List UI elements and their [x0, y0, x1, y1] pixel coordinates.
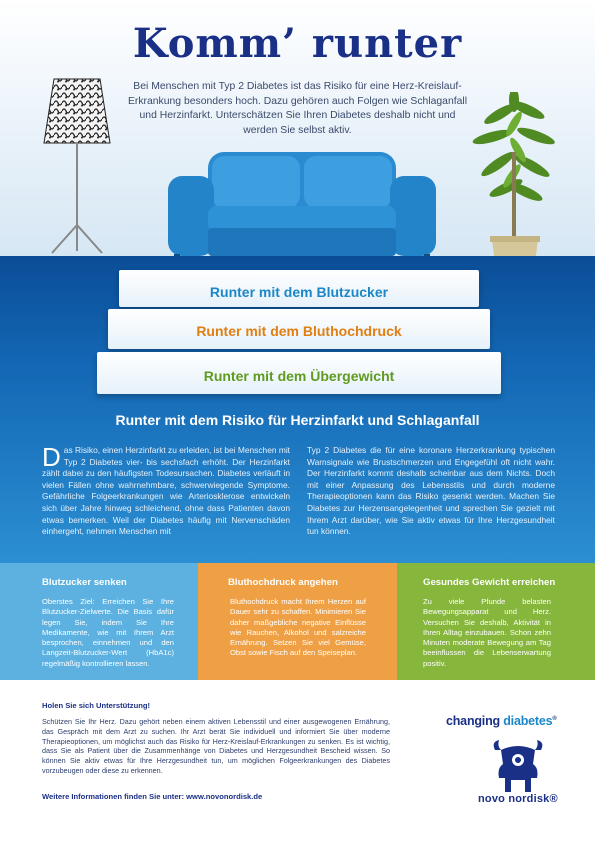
body-column-left	[42, 442, 291, 538]
changing-diabetes-logo	[446, 714, 557, 728]
section-title: Runter mit dem Risiko für Herzinfarkt und Schlaganfall	[115, 412, 480, 428]
box-title: Blutzucker senken	[42, 577, 127, 588]
body-column-right: Typ 2 Diabetes die für eine koronare Herzerkrankung typischen Warnsignale wie Brustschmerzen und Engegefühl oft nicht wahr. Der Herzinfarkt kommt deshalb scheinbar aus dem Nichts. Doch mit einer Anpassung des Lebensstils und durch moderne Therapieoptionen kann das Risiko gesenkt werden. Machen Sie Diabetes zur Herzensangelegenheit und sprechen Sie gezielt mit Ihrem Arzt darüber, wie Sie aktiv etwas für Ihre Herzgesundheit tun können.	[307, 445, 555, 537]
info-box-bluthochdruck	[198, 563, 397, 680]
step-uebergewicht: Runter mit dem Übergewicht	[97, 352, 501, 394]
footer-text: Schützen Sie Ihr Herz. Dazu gehört neben einem aktiven Lebensstil und einer ausgewogenen Ernährung, das Gespräch mit dem Arzt zu suchen. Ihr Arzt berät Sie individuell und informiert Sie über moderne Therapieoptionen, um möglichst auch das Risiko für Herz-Kreislauf-Erkrankungen zu senken. Es ist wichtig, dass Sie als Patient über die Zusammenhänge von Diabetes und Herzgesundheit Bescheid wissen. So können Sie aktiv etwas für Ihre Herzgesundheit tun, um möglichen Folgeerkrankungen des Diabetes vorzubeugen oder diese zu erkennen.	[42, 717, 390, 775]
box-title: Gesundes Gewicht erreichen	[423, 577, 556, 588]
step-blutzucker: Runter mit dem Blutzucker	[119, 270, 479, 307]
box-text: Oberstes Ziel: Erreichen Sie Ihre Blutzucker-Zielwerte. Die Basis dafür legen Sie, indem Sie Ihre Medikamente, wie mit Ihrem Arzt besprochen, einnehmen und den Langzeit-Blutzucker-Wert (HbA1c) regelmäßig kontrollieren lassen.	[42, 597, 174, 668]
potted-plant-illustration	[470, 92, 560, 270]
info-box-gewicht	[397, 563, 595, 680]
box-text: Bluthochdruck macht Ihrem Herzen auf Dauer sehr zu schaffen. Minimieren Sie daher maßgebliche negative Einflüsse wie Rauchen, Alkohol und salzreiche Ernährung. Setzen Sie viel Gemüse, Obst sowie Fisch auf den Speiseplan.	[230, 597, 366, 658]
novo-nordisk-wordmark: novo nordisk®	[478, 793, 558, 805]
footer-heading: Holen Sie sich Unterstützung!	[42, 701, 151, 710]
floor-lamp-illustration	[38, 75, 128, 255]
more-info-link[interactable]: Weitere Informationen finden Sie unter: www.novonordisk.de	[42, 792, 263, 801]
dropcap: D	[42, 442, 61, 472]
apis-bull-logo-icon	[487, 738, 549, 794]
sofa-illustration	[168, 150, 436, 268]
info-box-blutzucker	[0, 563, 198, 680]
step-bluthochdruck: Runter mit dem Bluthochdruck	[108, 309, 490, 349]
body-left-text: as Risiko, einen Herzinfarkt zu erleiden, ist bei Menschen mit Typ 2 Diabetes vier- bis sechsfach erhöht. Der Herzinfarkt zählt dabei zu den häufigsten Todesursachen. Diabetes verläuft in vielen Fällen ohne wahrnehmbare, schwerwiegende Symptome. Gefährliche Folgeerkrankungen wie Arteriosklerose entwickeln sich über Jahre hinweg schleichend, ohne dass Patienten davon etwas bemerken. Weil der Diabetes häufig mit Nervenschäden einhergeht, nehmen Menschen mit	[42, 445, 291, 537]
box-text: Zu viele Pfunde belasten Bewegungsapparat und Herz. Versuchen Sie deshalb, Aktivität in Ihren Alltag einzubauen. Schon zehn Minuten moderate Bewegung am Tag beeinflussen die Lebenserwartung positiv.	[423, 597, 551, 668]
diabetes-word: diabetes	[503, 714, 553, 728]
changing-word: changing	[446, 714, 500, 728]
headline: Komm’ runter	[132, 20, 463, 67]
registered-mark: ®	[552, 715, 557, 722]
box-title: Bluthochdruck angehen	[228, 577, 338, 588]
intro-text: Bei Menschen mit Typ 2 Diabetes ist das Risiko für eine Herz-Kreislauf-Erkrankung besonders hoch. Dazu gehören auch Folgen wie Schlaganfall und Herzinfarkt. Unterschätzen Sie Ihren Diabetes deshalb nicht und werden Sie selbst aktiv.	[127, 81, 468, 136]
